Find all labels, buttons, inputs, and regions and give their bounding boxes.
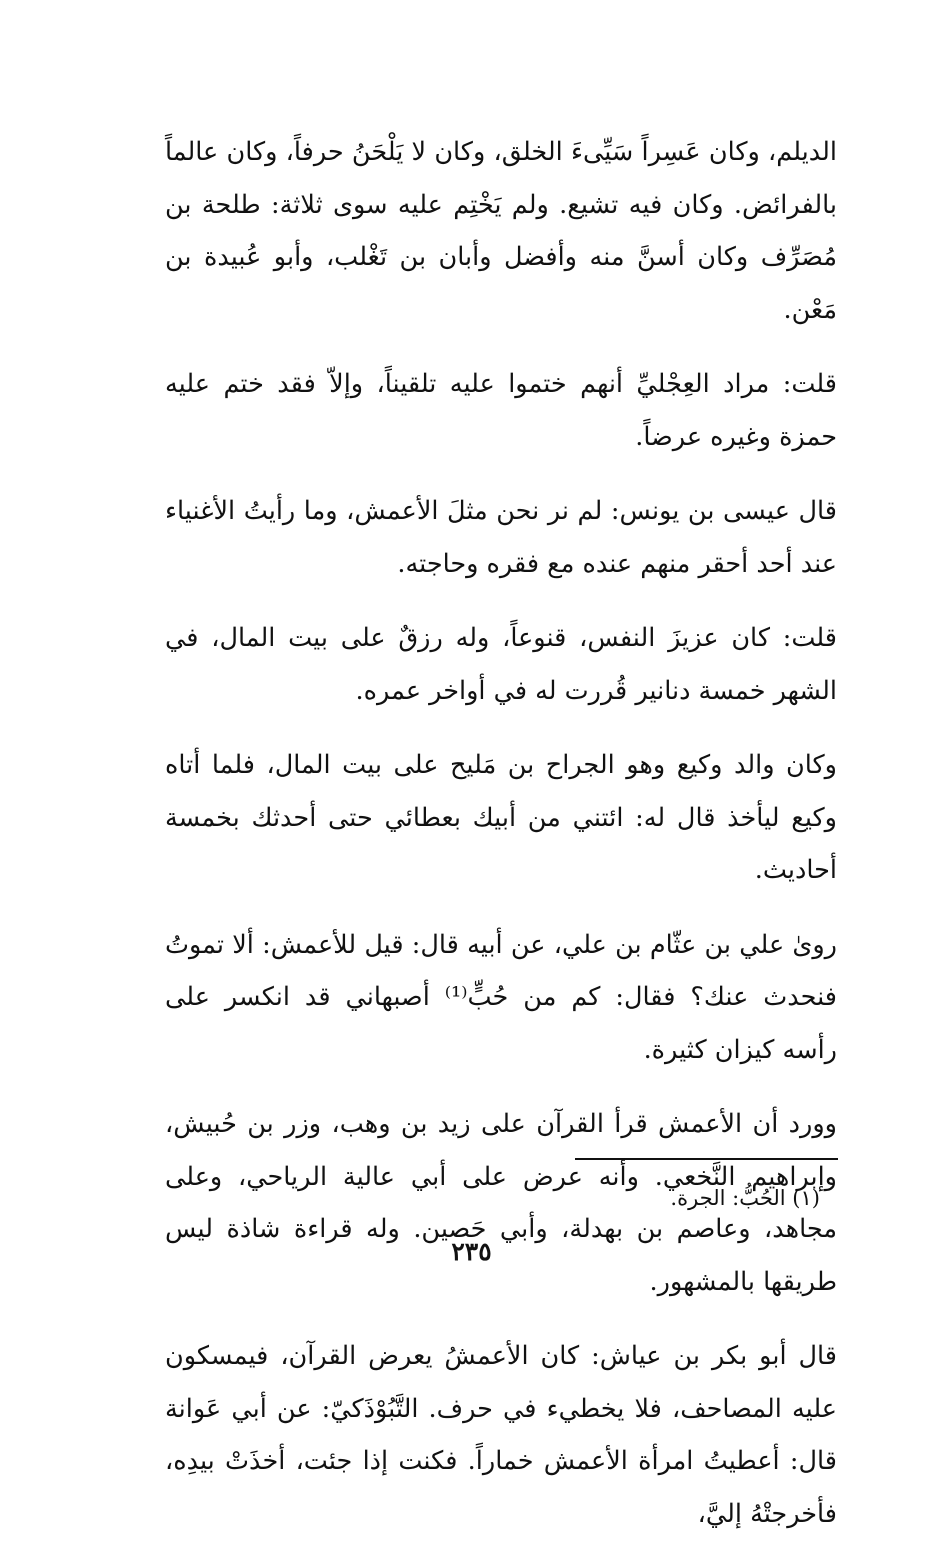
paragraph-4: قلت: كان عزيزَ النفس، قنوعاً، وله رزقٌ على بيت المال، في الشهر خمسة دنانير قُررت له في أواخر عمره.: [165, 623, 837, 706]
paragraph-6: روىٰ علي بن عثّام بن علي، عن أبيه قال: قيل للأعمش: ألا تموتُ فنحدث عنك؟ فقال: كم من حُبٍّ⁽¹⁾ أصبهاني قد انكسر على رأسه كيزان كثيرة.: [165, 929, 837, 1065]
paragraph-7: وورد أن الأعمش قرأ القرآن على زيد بن وهب، وزر بن حُبيش، وإبراهيم النَّخعي. وأنه عرض على أبي عالية الرياحي، وعلى مجاهد، وعاصم بن بهدلة، وأبي حَصين. وله قراءة شاذة ليس طريقها بالمشهور.: [165, 1109, 837, 1297]
paragraph-2: قلت: مراد العِجْليِّ أنهم ختموا عليه تلقيناً، وإلاّ فقد ختم عليه حمزة وغيره عرضاً.: [165, 369, 837, 452]
paragraph-1: الديلم، وكان عَسِراً سَيِّىءَ الخلق، وكان لا يَلْحَنُ حرفاً، وكان عالماً بالفرائض. وكان فيه تشيع. ولم يَخْتِم عليه سوى ثلاثة: طلحة بن مُصَرِّف وكان أسنَّ منه وأفضل وأبان بن تَغْلب، وأبو عُبيدة بن مَعْن.: [165, 137, 837, 325]
paragraph-5: وكان والد وكيع وهو الجراح بن مَليح على بيت المال، فلما أتاه وكيع ليأخذ قال له: ائتني من أبيك بعطائي حتى أحدثك بخمسة أحاديث.: [165, 750, 837, 885]
paragraph-8: قال أبو بكر بن عياش: كان الأعمشُ يعرض القرآن، فيمسكون عليه المصاحف، فلا يخطيء في حرف. التَّبُوْذَكيّ: عن أبي عَوانة قال: أعطيتُ امرأة الأعمش خماراً. فكنت إذا جئت، أخذَتْ بيدِه، فأخرجتْهُ إليَّ،: [165, 1341, 837, 1529]
page-number: ٢٣٥: [451, 1237, 492, 1266]
main-text: [165, 126, 837, 1562]
footnote-divider: [575, 1158, 838, 1160]
paragraph-3: قال عيسى بن يونس: لم نر نحن مثلَ الأعمش، وما رأيتُ الأغنياء عند أحد أحقر منهم عنده مع فقره وحاجته.: [165, 496, 837, 579]
footnote: (١) الحُبُّ: الجرة.: [670, 1186, 820, 1210]
